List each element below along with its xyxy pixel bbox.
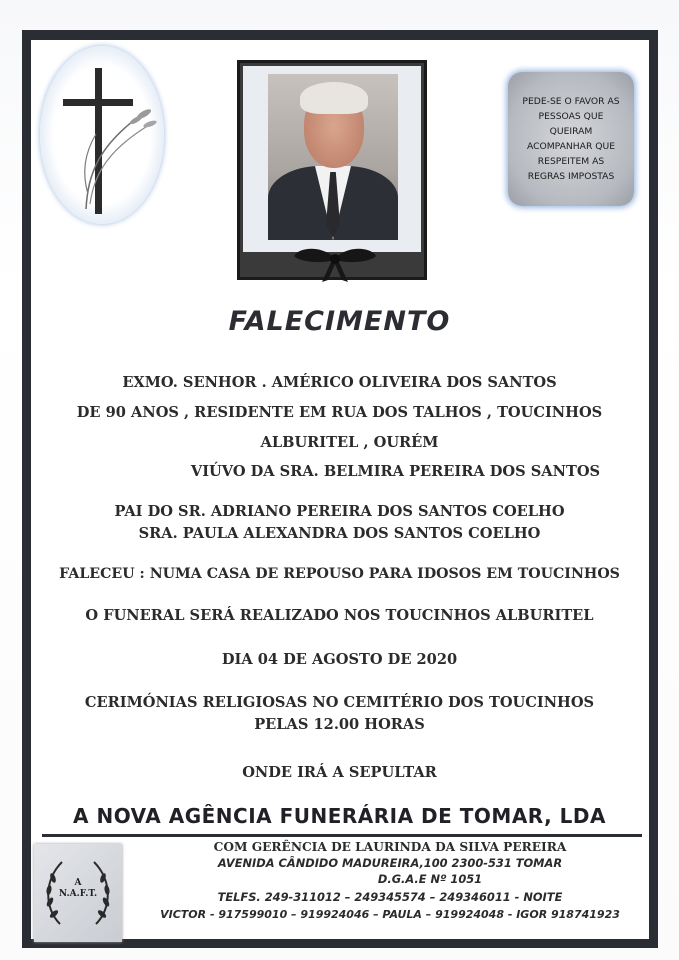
page-title: FALECIMENTO [228,306,451,337]
deceased-name: EXMO. SENHOR . AMÉRICO OLIVEIRA DOS SANTOS [122,374,557,391]
mourning-ribbon-icon [290,244,380,284]
wheat-icon [78,104,158,214]
company-divider [42,834,642,837]
notice-box [508,72,634,206]
ceremony-place: CERIMÓNIAS RELIGIOSAS NO CEMITÉRIO DOS TOUCINHOS [84,694,595,711]
ceremony-time: PELAS 12.00 HORAS [254,716,425,733]
company-management: COM GERÊNCIA DE LAURINDA DA SILVA PEREIRA [213,840,567,854]
notice-line: PEDE-SE O FAVOR AS [522,96,620,107]
company-contacts: VICTOR - 917599010 – 919924046 – PAULA – 919924048 - IGOR 918741923 [160,908,620,921]
company-address: AVENIDA CÂNDIDO MADUREIRA,100 2300-531 TOMAR [217,856,563,870]
father-of: PAI DO SR. ADRIANO PEREIRA DOS SANTOS COELHO [114,503,565,520]
company-dgae: D.G.A.E Nº 1051 [377,872,483,886]
naft-logo-letter: A [74,878,82,888]
age-residence: DE 90 ANOS , RESIDENTE EM RUA DOS TALHOS , TOUCINHOS [76,404,603,421]
notice-line: PESSOAS QUE [538,111,604,122]
notice-line: QUEIRAM [549,126,593,137]
notice-text [515,94,627,184]
notice-line: ACOMPANHAR QUE [526,141,616,152]
children-line: SRA. PAULA ALEXANDRA DOS SANTOS COELHO [138,525,541,542]
residence-locality: ALBURITEL , OURÉM [260,434,439,451]
naft-logo-text [40,878,116,900]
notice-line: REGRAS IMPOSTAS [527,171,615,182]
company-phones: TELFS. 249-311012 – 249345574 – 249346011 - NOITE [217,890,563,904]
death-place: FALECEU : NUMA CASA DE REPOUSO PARA IDOSOS EM TOUCINHOS [59,566,620,582]
funeral-location: O FUNERAL SERÁ REALIZADO NOS TOUCINHOS ALBURITEL [85,607,594,624]
widower-of: VIÚVO DA SRA. BELMIRA PEREIRA DOS SANTOS [190,463,601,480]
burial-note: ONDE IRÁ A SEPULTAR [242,764,437,781]
company-name: A NOVA AGÊNCIA FUNERÁRIA DE TOMAR, LDA [73,804,606,828]
funeral-date: DIA 04 DE AGOSTO DE 2020 [221,651,458,668]
naft-logo-abbrev: N.A.F.T. [58,889,98,899]
notice-line: RESPEITEM AS [537,156,605,167]
portrait-photo [268,74,398,240]
